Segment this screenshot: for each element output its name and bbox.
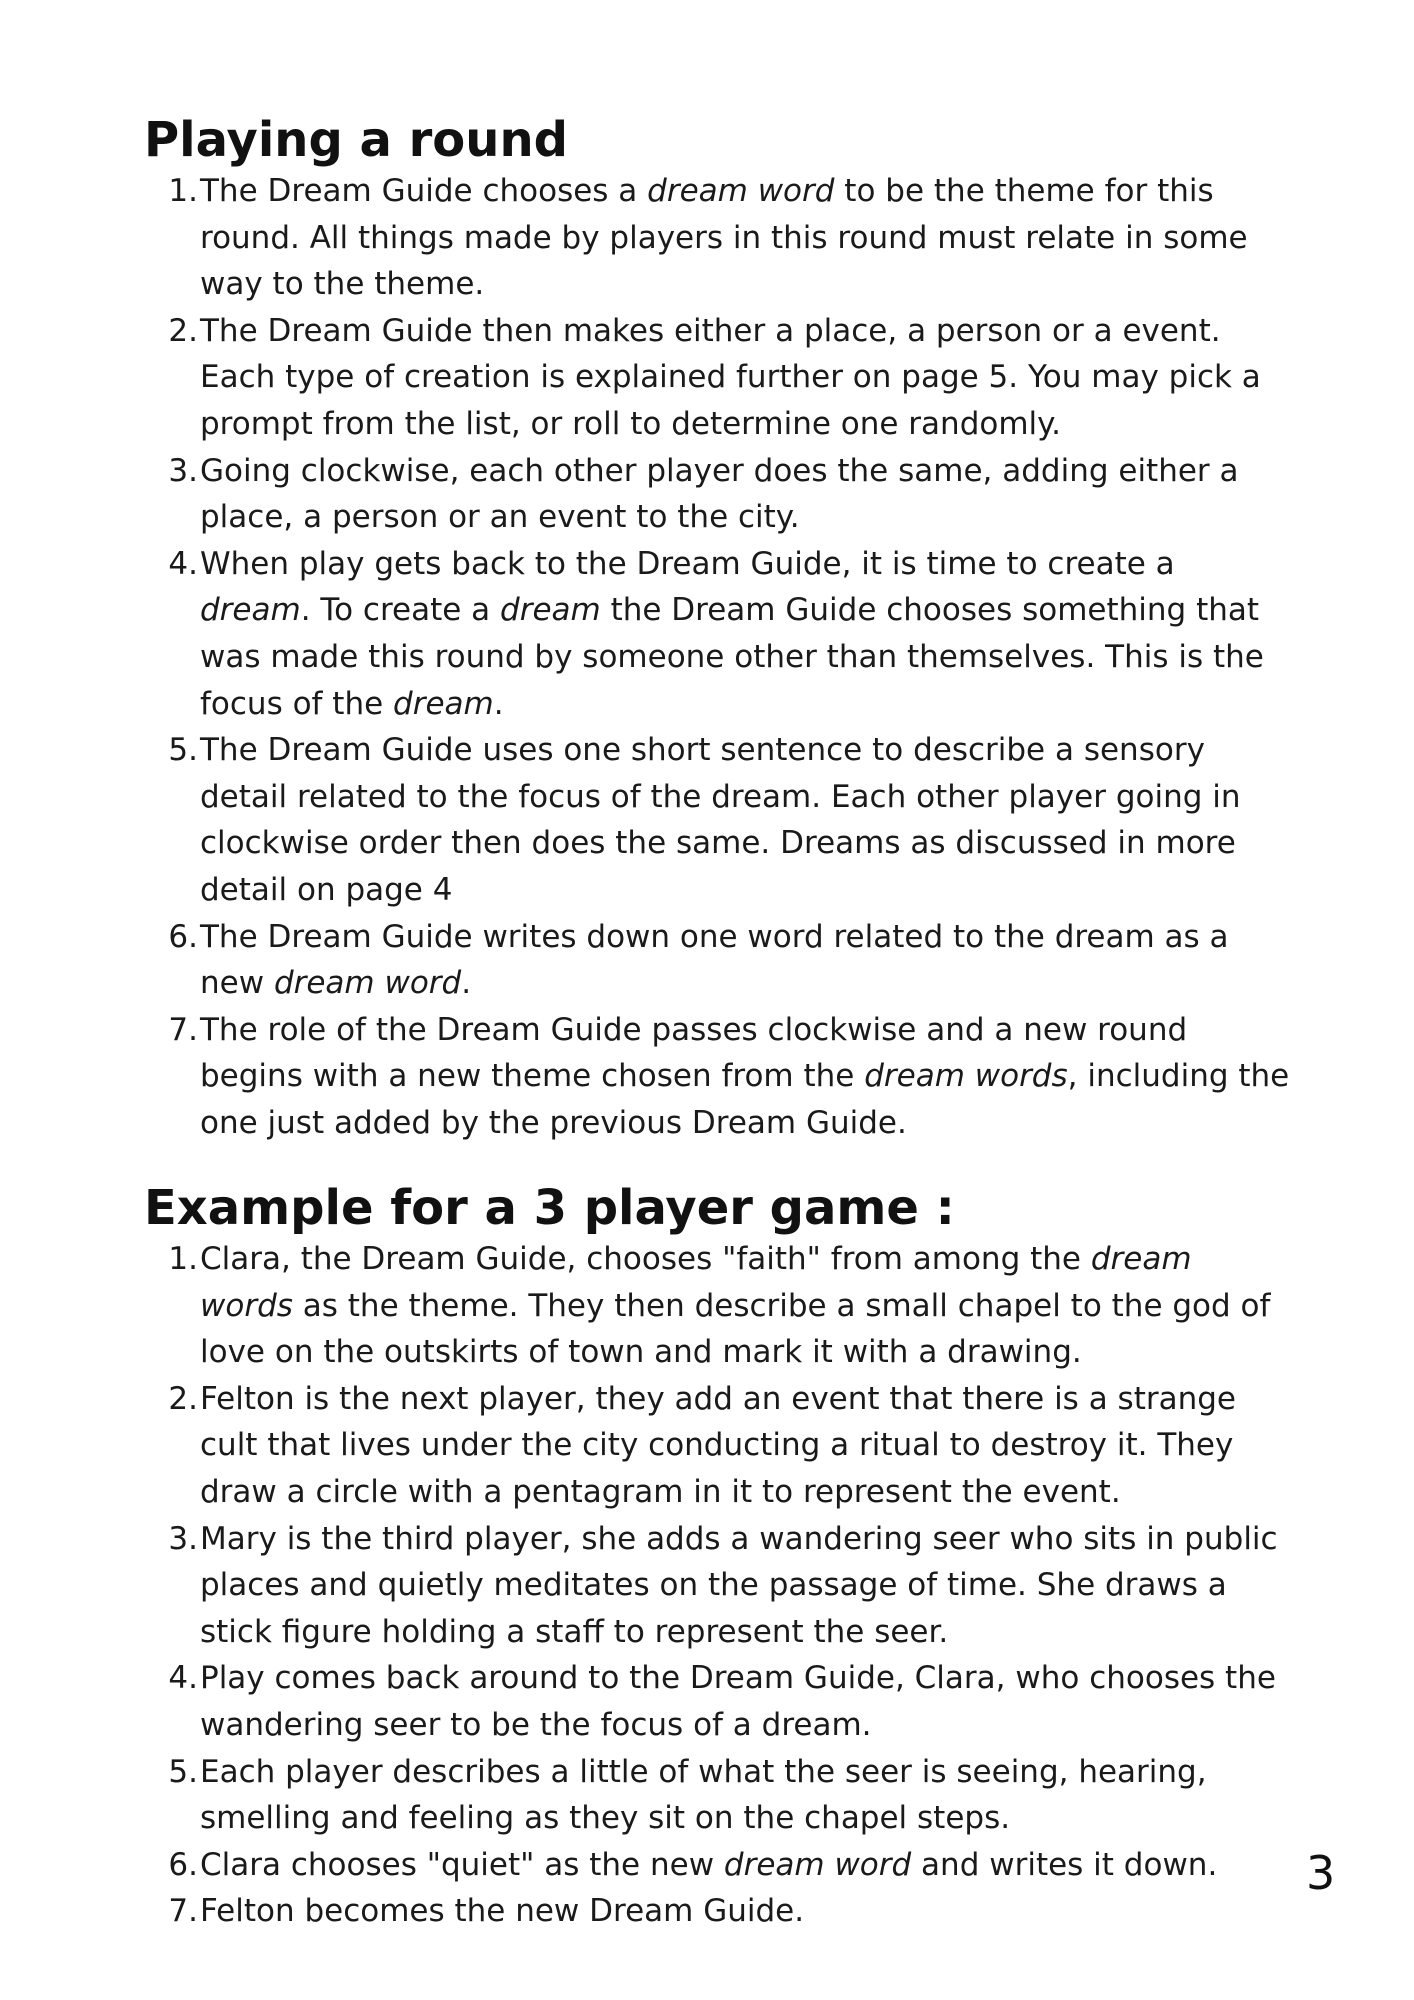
list-item-text: The Dream Guide then makes either a place, a person or a event. Each type of creation is explained further on page 5. You may pick a prompt from the list, or roll to determine one randomly.: [200, 312, 1261, 442]
list-item-number: 5.: [168, 732, 198, 769]
section-heading: Example for a 3 player game :: [144, 1180, 955, 1236]
list-item: [144, 1236, 1294, 1376]
list-item: [144, 308, 1294, 448]
list-item: [144, 1842, 1294, 1889]
list-item: [144, 168, 1294, 308]
list-item-text: The Dream Guide chooses a dream word to be the theme for this round. All things made by players in this round must relate in some way to the theme.: [200, 173, 1248, 303]
page-number: 3: [1306, 1846, 1336, 1900]
list-item-text: Felton is the next player, they add an event that there is a strange cult that lives under the city conducting a ritual to destroy it. They draw a circle with a pentagram in it to represent the event.: [200, 1380, 1236, 1510]
list-item-number: 1.: [168, 1241, 198, 1277]
list-item-number: 3.: [168, 1520, 198, 1557]
example-steps-list: [144, 1236, 1294, 1935]
section-heading: Playing a round: [144, 112, 568, 168]
list-item-text: Play comes back around to the Dream Guide, Clara, who chooses the wandering seer to be the focus of a dream.: [200, 1660, 1276, 1743]
round-steps-list: [144, 168, 1294, 1146]
list-item: [144, 1516, 1294, 1656]
emphasized-term: dream word: [273, 965, 462, 1002]
emphasized-term: dream words: [864, 1058, 1068, 1095]
emphasized-term: dream: [393, 685, 494, 722]
list-item-text: Mary is the third player, she adds a wandering seer who sits in public places and quietly meditates on the passage of time. She draws a stick figure holding a staff to represent the seer.: [200, 1520, 1278, 1650]
list-item-text: The role of the Dream Guide passes clockwise and a new round begins with a new theme chosen from the dream words, including the one just added by the previous Dream Guide.: [200, 1011, 1290, 1141]
list-item-text: Clara, the Dream Guide, chooses "faith" from among the dream words as the theme. They then describe a small chapel to the god of love on the outskirts of town and mark it with a drawing.: [200, 1241, 1271, 1371]
list-item-text: When play gets back to the Dream Guide, it is time to create a dream. To create a dream the Dream Guide chooses something that was made this round by someone other than themselves. This is the focus of the dream.: [200, 545, 1264, 722]
list-item-text: The Dream Guide uses one short sentence to describe a sensory detail related to the focus of the dream. Each other player going in clockwise order then does the same. Dreams as discussed in more detail on page 4: [200, 732, 1241, 908]
list-item: [144, 1888, 1294, 1935]
list-item-number: 2.: [168, 1380, 198, 1417]
list-item-number: 2.: [168, 312, 198, 349]
list-item: [144, 1749, 1294, 1842]
section-playing-a-round: [144, 112, 1294, 1146]
emphasized-term: dream: [500, 592, 601, 629]
list-item-number: 3.: [168, 452, 198, 489]
list-item-text: Clara chooses "quiet" as the new dream word and writes it down.: [200, 1846, 1218, 1883]
list-item: [144, 448, 1294, 541]
list-item: [144, 1655, 1294, 1748]
list-item: [144, 1007, 1294, 1147]
list-item-number: 7.: [168, 1893, 198, 1930]
list-item-number: 4.: [168, 1660, 198, 1697]
list-item-text: Felton becomes the new Dream Guide.: [200, 1893, 805, 1930]
list-item: [144, 727, 1294, 913]
list-item: [144, 541, 1294, 727]
list-item-text: Going clockwise, each other player does the same, adding either a place, a person or an event to the city.: [200, 452, 1239, 536]
list-item-number: 7.: [168, 1011, 198, 1048]
emphasized-term: dream words: [200, 1241, 1192, 1324]
list-item-text: The Dream Guide writes down one word related to the dream as a new dream word.: [200, 918, 1229, 1002]
list-item-number: 6.: [168, 1846, 198, 1883]
list-item-text: Each player describes a little of what the seer is seeing, hearing, smelling and feeling as they sit on the chapel steps.: [200, 1753, 1207, 1837]
list-item: [144, 1376, 1294, 1516]
section-example-game: [144, 1180, 1294, 1935]
list-item-number: 1.: [168, 173, 198, 209]
list-item: [144, 914, 1294, 1007]
list-item-number: 6.: [168, 918, 198, 955]
list-item-number: 4.: [168, 545, 198, 582]
emphasized-term: dream word: [723, 1846, 912, 1883]
emphasized-term: dream: [200, 592, 301, 629]
emphasized-term: dream word: [647, 173, 835, 209]
list-item-number: 5.: [168, 1753, 198, 1790]
